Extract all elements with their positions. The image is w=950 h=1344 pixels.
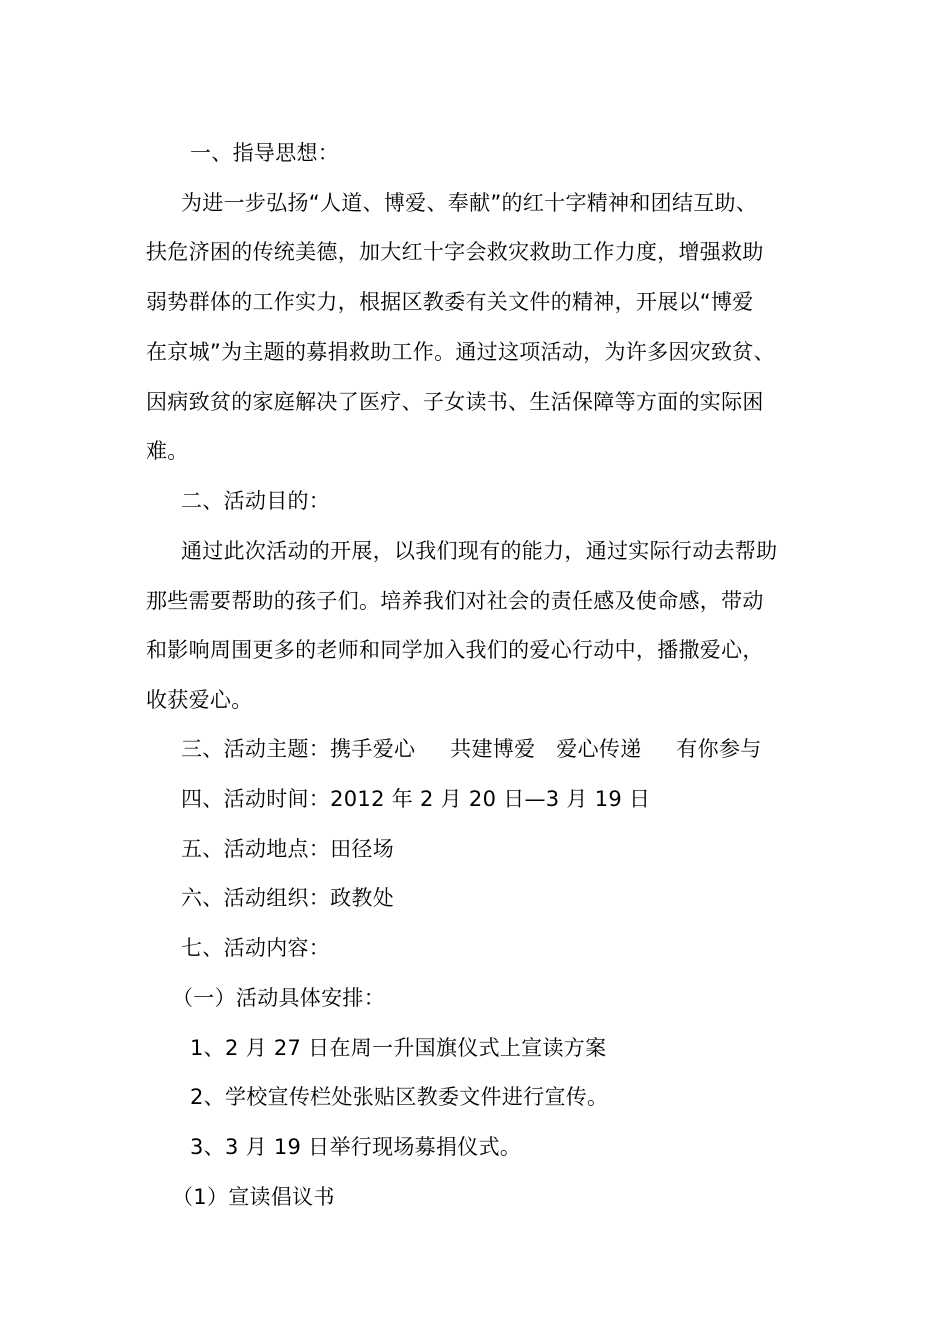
sub-list-item: （1）宣读倡议书 (172, 1185, 335, 1209)
paragraph-line: 弱势群体的工作实力，根据区教委有关文件的精神，开展以“博爱 (146, 290, 754, 314)
paragraph-line: 为进一步弘扬“人道、博爱、奉献”的红十字精神和团结互助、 (181, 191, 758, 215)
section-activity-location: 五、活动地点：田径场 (181, 837, 394, 861)
paragraph-line: 难。 (146, 439, 189, 463)
paragraph-line: 收获爱心。 (146, 688, 253, 712)
section-activity-theme: 三、活动主题：携手爱心 共建博爱 爱心传递 有你参与 (181, 737, 762, 761)
section-activity-time: 四、活动时间：2012 年 2 月 20 日—3 月 19 日 (181, 787, 651, 811)
paragraph-line: 通过此次活动的开展，以我们现有的能力，通过实际行动去帮助 (181, 539, 778, 563)
paragraph-line: 扶危济困的传统美德，加大红十字会救灾救助工作力度，增强救助 (146, 240, 764, 264)
paragraph-line: 因病致贫的家庭解决了医疗、子女读书、生活保障等方面的实际困 (146, 390, 764, 414)
section-heading-activity-content: 七、活动内容： (181, 936, 331, 960)
section-heading-guiding-ideology: 一、指导思想： (190, 141, 340, 165)
section-activity-organizer: 六、活动组织：政教处 (181, 886, 394, 910)
list-item: 3、3 月 19 日举行现场募捐仪式。 (190, 1135, 522, 1159)
list-item: 2、学校宣传栏处张贴区教委文件进行宣传。 (190, 1085, 609, 1109)
paragraph-line: 在京城”为主题的募捐救助工作。通过这项活动，为许多因灾致贫、 (146, 340, 775, 364)
paragraph-line: 那些需要帮助的孩子们。培养我们对社会的责任感及使命感，带动 (146, 589, 764, 613)
subsection-heading-schedule: （一）活动具体安排： (172, 986, 385, 1010)
paragraph-line: 和影响周围更多的老师和同学加入我们的爱心行动中，播撒爱心， (146, 638, 764, 662)
section-heading-activity-purpose: 二、活动目的： (181, 489, 331, 513)
list-item: 1、2 月 27 日在周一升国旗仪式上宣读方案 (190, 1036, 607, 1060)
